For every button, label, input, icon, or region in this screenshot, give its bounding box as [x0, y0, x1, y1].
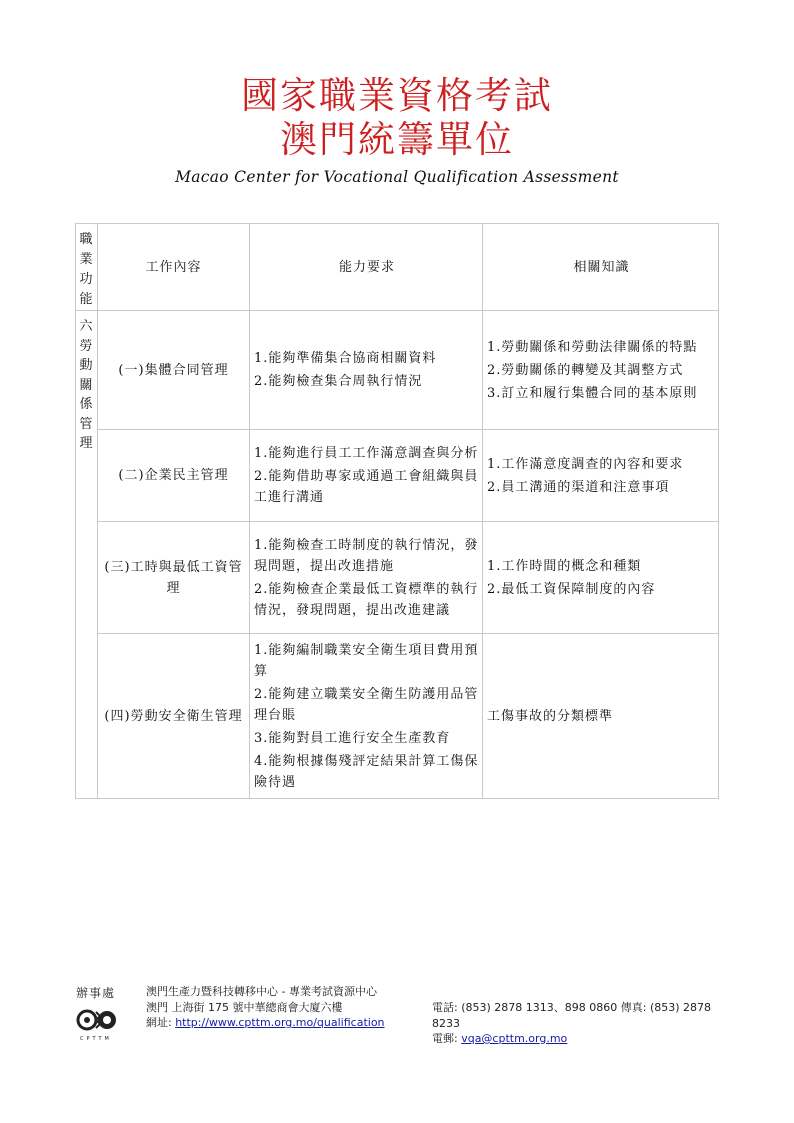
knowledge-cell: [483, 311, 719, 430]
header-function-label: 職業功能: [79, 232, 94, 307]
knowledge-item: 1.工作滿意度調查的內容和要求: [487, 456, 684, 472]
header-knowledge-label: 相關知識: [573, 259, 630, 275]
knowledge-item: 2.員工溝通的渠道和注意事項: [487, 479, 670, 495]
skill-item: 1.能夠編制職業安全衛生項目費用預算: [254, 642, 479, 679]
page-header: [0, 74, 794, 186]
logo-text: CPTTM: [80, 1036, 112, 1042]
header-skills-label: 能力要求: [338, 259, 395, 275]
table-row: [76, 634, 719, 799]
table-header-row: [76, 224, 719, 311]
address: 澳門 上海街 175 號中華總商會大廈六樓: [146, 1000, 343, 1014]
knowledge-item: 1.勞動關係和勞動法律關係的特點: [487, 339, 698, 355]
office-label: 辦事處: [76, 986, 116, 1000]
knowledge-item: 2.最低工資保障制度的內容: [487, 581, 656, 597]
email-line: [432, 1031, 722, 1047]
knowledge-cell: [483, 634, 719, 799]
skill-item: 1.能夠準備集合協商相關資料: [254, 351, 437, 366]
skill-item: 2.能夠檢查集合周執行情況: [254, 374, 423, 389]
skill-item: 1.能夠進行員工工作滿意調查與分析: [254, 446, 479, 461]
skills-cell: [250, 311, 483, 430]
website-line: [146, 1015, 446, 1031]
org-name: 澳門生產力暨科技轉移中心 - 專業考試資源中心: [146, 985, 377, 998]
website-link[interactable]: http://www.cpttm.org.mo/qualification: [175, 1016, 385, 1029]
skills-cell: [250, 430, 483, 522]
task-cell: [98, 311, 250, 430]
table-row: [76, 430, 719, 522]
competency-table: [75, 223, 719, 799]
address-block: [146, 984, 446, 1031]
skills-cell: [250, 522, 483, 634]
contact-block: [432, 1000, 722, 1047]
phone-fax: 電話: (853) 2878 1313、898 0860 傳真: (853) 2878 8233: [432, 1001, 712, 1030]
skill-item: 2.能夠建立職業安全衛生防護用品管理台賬: [254, 686, 479, 723]
knowledge-item: 1.工作時間的概念和種類: [487, 558, 642, 574]
task-label: (三)工時與最低工資管理: [104, 559, 243, 596]
title-line-2: 澳門統籌單位: [280, 118, 514, 161]
subtitle: Macao Center for Vocational Qualification Assessment: [175, 168, 619, 186]
skills-cell: [250, 634, 483, 799]
header-task: [98, 224, 250, 311]
table-row: [76, 522, 719, 634]
knowledge-item: 工傷事故的分類標準: [487, 708, 614, 724]
task-cell: [98, 634, 250, 799]
function-cell: [76, 311, 98, 799]
header-knowledge: [483, 224, 719, 311]
email-label: 電郵:: [432, 1032, 462, 1045]
skill-item: 2.能夠檢查企業最低工資標準的執行情況，發現問題，提出改進建議: [254, 581, 479, 618]
email-link[interactable]: vqa@cpttm.org.mo: [461, 1032, 568, 1045]
task-label: (二)企業民主管理: [118, 468, 229, 483]
function-label: 六 勞動關係管理: [79, 319, 94, 451]
skill-item: 3.能夠對員工進行安全生產教育: [254, 730, 451, 746]
task-cell: [98, 430, 250, 522]
knowledge-item: 3.訂立和履行集體合同的基本原則: [487, 385, 698, 401]
knowledge-item: 2.勞動關係的轉變及其調整方式: [487, 362, 684, 378]
header-task-label: 工作內容: [145, 259, 202, 275]
task-cell: [98, 522, 250, 634]
title-line-1: 國家職業資格考試: [241, 74, 553, 117]
skill-item: 1.能夠檢查工時制度的執行情況，發現問題，提出改進措施: [254, 537, 479, 574]
skill-item: 4.能夠根據傷殘評定結果計算工傷保險待遇: [254, 753, 479, 790]
task-label: (四)勞動安全衛生管理: [104, 708, 243, 724]
table-row: [76, 311, 719, 430]
task-label: (一)集體合同管理: [118, 362, 229, 378]
skill-item: 2.能夠借助專家或通過工會組織與員工進行溝通: [254, 469, 479, 505]
header-function: [76, 224, 98, 311]
header-skills: [250, 224, 483, 311]
website-label: 網址:: [146, 1016, 176, 1029]
knowledge-cell: [483, 430, 719, 522]
knowledge-cell: [483, 522, 719, 634]
